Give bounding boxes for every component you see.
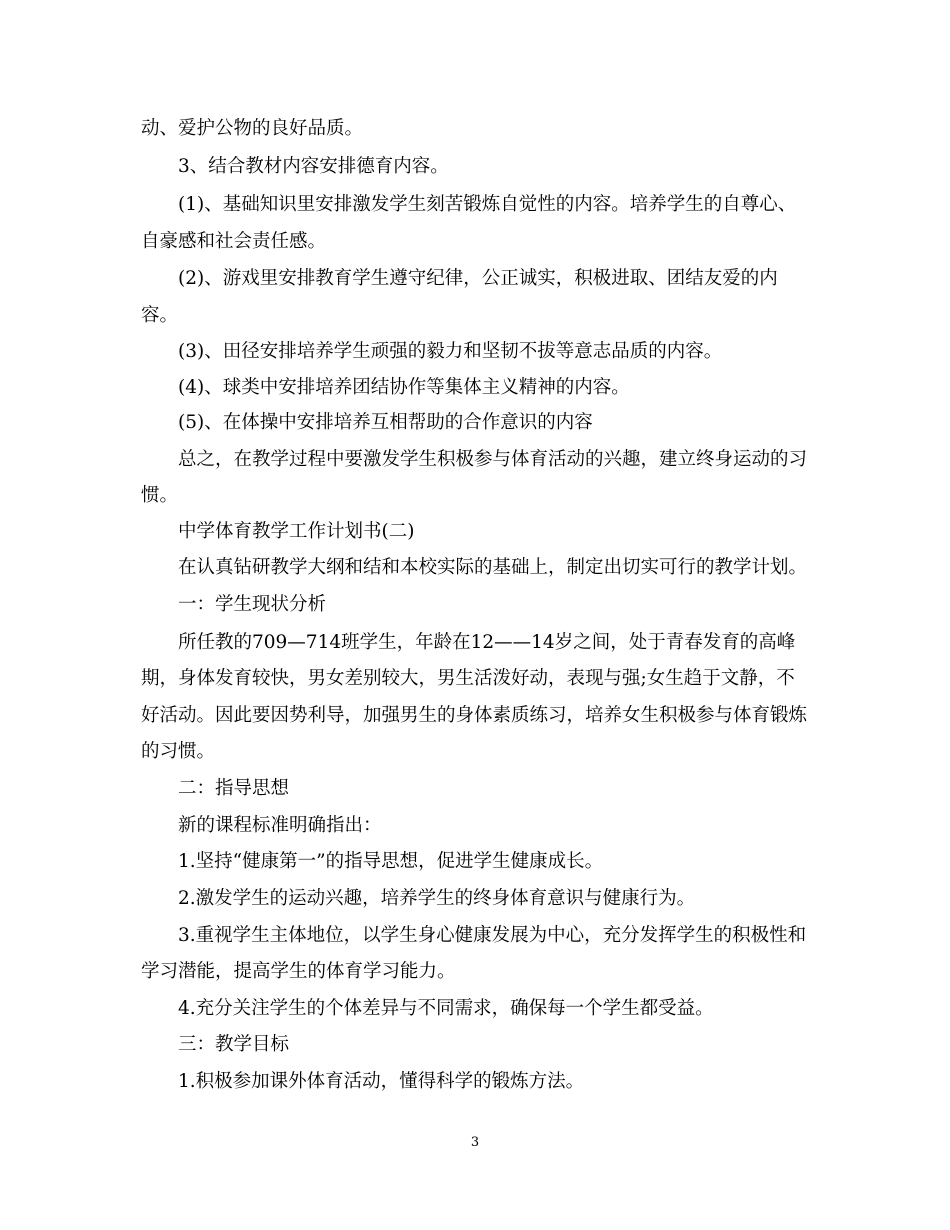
text-line: 总之，在教学过程中要激发学生积极参与体育活动的兴趣，建立终身运动的习 (178, 449, 808, 470)
list-item: 3.重视学生主体地位，以学生身心健康发展为中心，充分发挥学生的积极性和 (178, 925, 807, 946)
text-line: (1)、基础知识里安排激发学生刻苦锻炼自觉性的内容。培养学生的自尊心、 (178, 194, 797, 215)
list-item: 4.充分关注学生的个体差异与不同需求，确保每一个学生都受益。 (178, 998, 714, 1019)
page-number: 3 (470, 1135, 480, 1150)
list-item: 1.坚持“健康第一”的指导思想，促进学生健康成长。 (178, 851, 604, 872)
text-line: (2)、游戏里安排教育学生遵守纪律，公正诚实，积极进取、团结友爱的内 (178, 268, 778, 289)
section-heading: 三：教学目标 (178, 1034, 290, 1055)
list-item: 2.激发学生的运动兴趣，培养学生的终身体育意识与健康行为。 (178, 888, 696, 909)
text-line: 在认真钻研教学大纲和结和本校实际的基础上，制定出切实可行的教学计划。 (178, 557, 808, 578)
text-line: 学习潜能，提高学生的体育学习能力。 (141, 961, 456, 982)
text-line: 容。 (141, 305, 179, 326)
section-heading: 二：指导思想 (178, 778, 290, 799)
text-line: 的习惯。 (141, 741, 216, 762)
text-line: 惯。 (141, 485, 179, 506)
text-line: 3、结合教材内容安排德育内容。 (178, 156, 449, 177)
text-line: (5)、在体操中安排培养互相帮助的合作意识的内容 (178, 412, 593, 433)
text-line: 自豪感和社会责任感。 (141, 231, 327, 252)
text-line: 好活动。因此要因势利导，加强男生的身体素质练习，培养女生积极参与体育锻炼 (141, 705, 808, 726)
section-heading: 一：学生现状分析 (178, 594, 327, 615)
text-line: 期，身体发育较快，男女差别较大，男生活泼好动，表现与强;女生趋于文静，不 (141, 668, 795, 689)
section-title: 中学体育教学工作计划书(二) (178, 521, 415, 542)
text-line: 新的课程标准明确指出： (178, 815, 382, 836)
text-line: 动、爱护公物的良好品质。 (141, 118, 364, 139)
text-line: (4)、球类中安排培养团结协作等集体主义精神的内容。 (178, 377, 630, 398)
text-line: (3)、田径安排培养学生顽强的毅力和坚韧不拔等意志品质的内容。 (178, 341, 723, 362)
text-line: 所任教的709—714班学生，年龄在12——14岁之间，处于青春发育的高峰 (178, 632, 796, 653)
list-item: 1.积极参加课外体育活动，懂得科学的锻炼方法。 (178, 1071, 585, 1092)
